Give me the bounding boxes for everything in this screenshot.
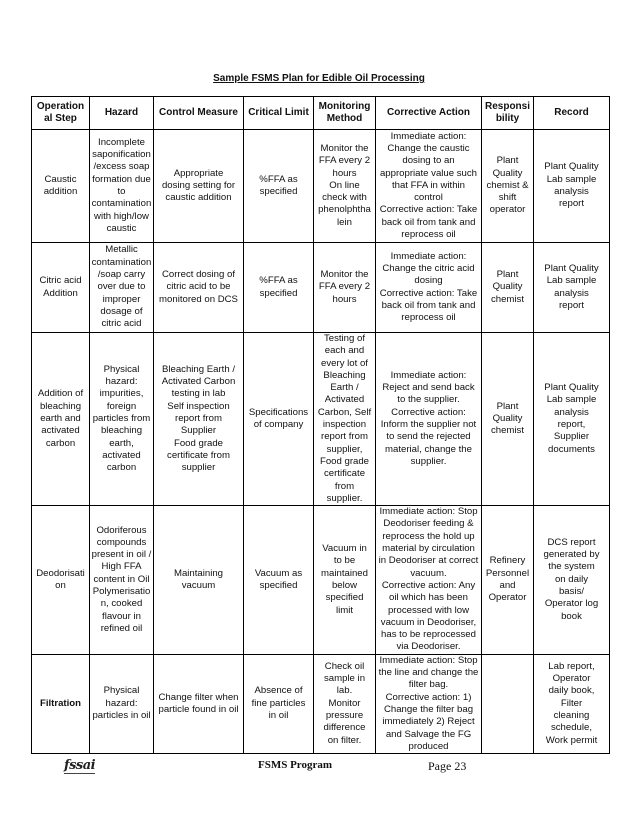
cell-hazard: Metallic contamination /soap carry over due to improper dosage of citric acid bbox=[90, 243, 154, 333]
table-row bbox=[32, 506, 610, 655]
header-monitoring-method: Monitoring Method bbox=[314, 97, 376, 130]
header-record: Record bbox=[534, 97, 610, 130]
cell-step: Citric acid Addition bbox=[32, 243, 90, 333]
cell-monitoring: Monitor the FFA every 2 hours bbox=[314, 243, 376, 333]
cell-control-measure: Appropriate dosing setting for caustic addition bbox=[154, 130, 244, 243]
cell-control-measure: Correct dosing of citric acid to be monitored on DCS bbox=[154, 243, 244, 333]
cell-hazard: Physical hazard: impurities, foreign particles from bleaching earth, activated carbon bbox=[90, 333, 154, 506]
cell-corrective-action: Immediate action: Change the caustic dosing to an appropriate value such that FFA in within control Corrective action: Take back oil from tank and reprocess oil bbox=[376, 130, 482, 243]
footer-program-name: FSMS Program bbox=[258, 759, 333, 771]
cell-responsibility: Plant Quality chemist bbox=[482, 243, 534, 333]
cell-step: Caustic addition bbox=[32, 130, 90, 243]
cell-control-measure: Bleaching Earth / Activated Carbon testing in lab Self inspection report from Supplier Food grade certificate from supplier bbox=[154, 333, 244, 506]
table-row bbox=[32, 654, 610, 753]
cell-monitoring: Testing of each and every lot of Bleaching Earth / Activated Carbon, Self inspection report from supplier, Food grade certificate from supplier. bbox=[314, 333, 376, 506]
header-control-measure: Control Measure bbox=[154, 97, 244, 130]
cell-monitoring: Vacuum in to be maintained below specified limit bbox=[314, 506, 376, 655]
cell-record: Plant Quality Lab sample analysis report bbox=[534, 130, 610, 243]
cell-responsibility bbox=[482, 654, 534, 753]
cell-record: DCS report generated by the system on daily basis/ Operator log book bbox=[534, 506, 610, 655]
cell-critical-limit: %FFA as specified bbox=[244, 243, 314, 333]
cell-step: Deodorisati on bbox=[32, 506, 90, 655]
cell-control-measure: Maintaining vacuum bbox=[154, 506, 244, 655]
cell-corrective-action: Immediate action: Stop Deodoriser feeding & reprocess the hold up material by circulation in Deodoriser at correct vacuum. Corrective action: Any oil which has been processed with low vacuum in Deodoriser, has to be reprocessed via Deodoriser. bbox=[376, 506, 482, 655]
cell-critical-limit: %FFA as specified bbox=[244, 130, 314, 243]
page-footer bbox=[0, 757, 638, 777]
cell-record: Plant Quality Lab sample analysis report, Supplier documents bbox=[534, 333, 610, 506]
table-row bbox=[32, 130, 610, 243]
cell-corrective-action: Immediate action: Change the citric acid dosing Corrective action: Take back oil from tank and reprocess oil bbox=[376, 243, 482, 333]
cell-critical-limit: Absence of fine particles in oil bbox=[244, 654, 314, 753]
cell-responsibility: Refinery Personnel and Operator bbox=[482, 506, 534, 655]
table-header-row bbox=[32, 97, 610, 130]
header-hazard: Hazard bbox=[90, 97, 154, 130]
cell-responsibility: Plant Quality chemist & shift operator bbox=[482, 130, 534, 243]
cell-hazard: Incomplete saponification /excess soap formation due to contamination with high/low caustic bbox=[90, 130, 154, 243]
cell-responsibility: Plant Quality chemist bbox=[482, 333, 534, 506]
fsms-plan-table bbox=[31, 96, 610, 754]
cell-critical-limit: Vacuum as specified bbox=[244, 506, 314, 655]
cell-step: Filtration bbox=[32, 654, 90, 753]
cell-corrective-action: Immediate action: Stop the line and change the filter bag. Corrective action: 1) Change the filter bag immediately 2) Reject and Salvage the FG produced bbox=[376, 654, 482, 753]
cell-monitoring: Check oil sample in lab. Monitor pressure difference on filter. bbox=[314, 654, 376, 753]
cell-record: Plant Quality Lab sample analysis report bbox=[534, 243, 610, 333]
header-operational-step: Operation al Step bbox=[32, 97, 90, 130]
cell-record: Lab report, Operator daily book, Filter cleaning schedule, Work permit bbox=[534, 654, 610, 753]
header-critical-limit: Critical Limit bbox=[244, 97, 314, 130]
cell-monitoring: Monitor the FFA every 2 hours On line check with phenolphtha lein bbox=[314, 130, 376, 243]
cell-critical-limit: Specifications of company bbox=[244, 333, 314, 506]
table-row bbox=[32, 333, 610, 506]
cell-step: Addition of bleaching earth and activated carbon bbox=[32, 333, 90, 506]
cell-corrective-action: Immediate action: Reject and send back to the supplier. Corrective action: Inform the supplier not to send the rejected material, change the supplier. bbox=[376, 333, 482, 506]
header-corrective-action: Corrective Action bbox=[376, 97, 482, 130]
table-row bbox=[32, 243, 610, 333]
fssai-logo: fssai bbox=[64, 758, 96, 773]
page-number: Page 23 bbox=[428, 759, 467, 773]
cell-control-measure: Change filter when particle found in oil bbox=[154, 654, 244, 753]
cell-hazard: Physical hazard: particles in oil bbox=[90, 654, 154, 753]
header-responsibility: Responsi bility bbox=[482, 97, 534, 130]
cell-hazard: Odoriferous compounds present in oil / High FFA content in Oil Polymerisatio n, cooked flavour in refined oil bbox=[90, 506, 154, 655]
document-title: Sample FSMS Plan for Edible Oil Processing bbox=[213, 73, 425, 84]
